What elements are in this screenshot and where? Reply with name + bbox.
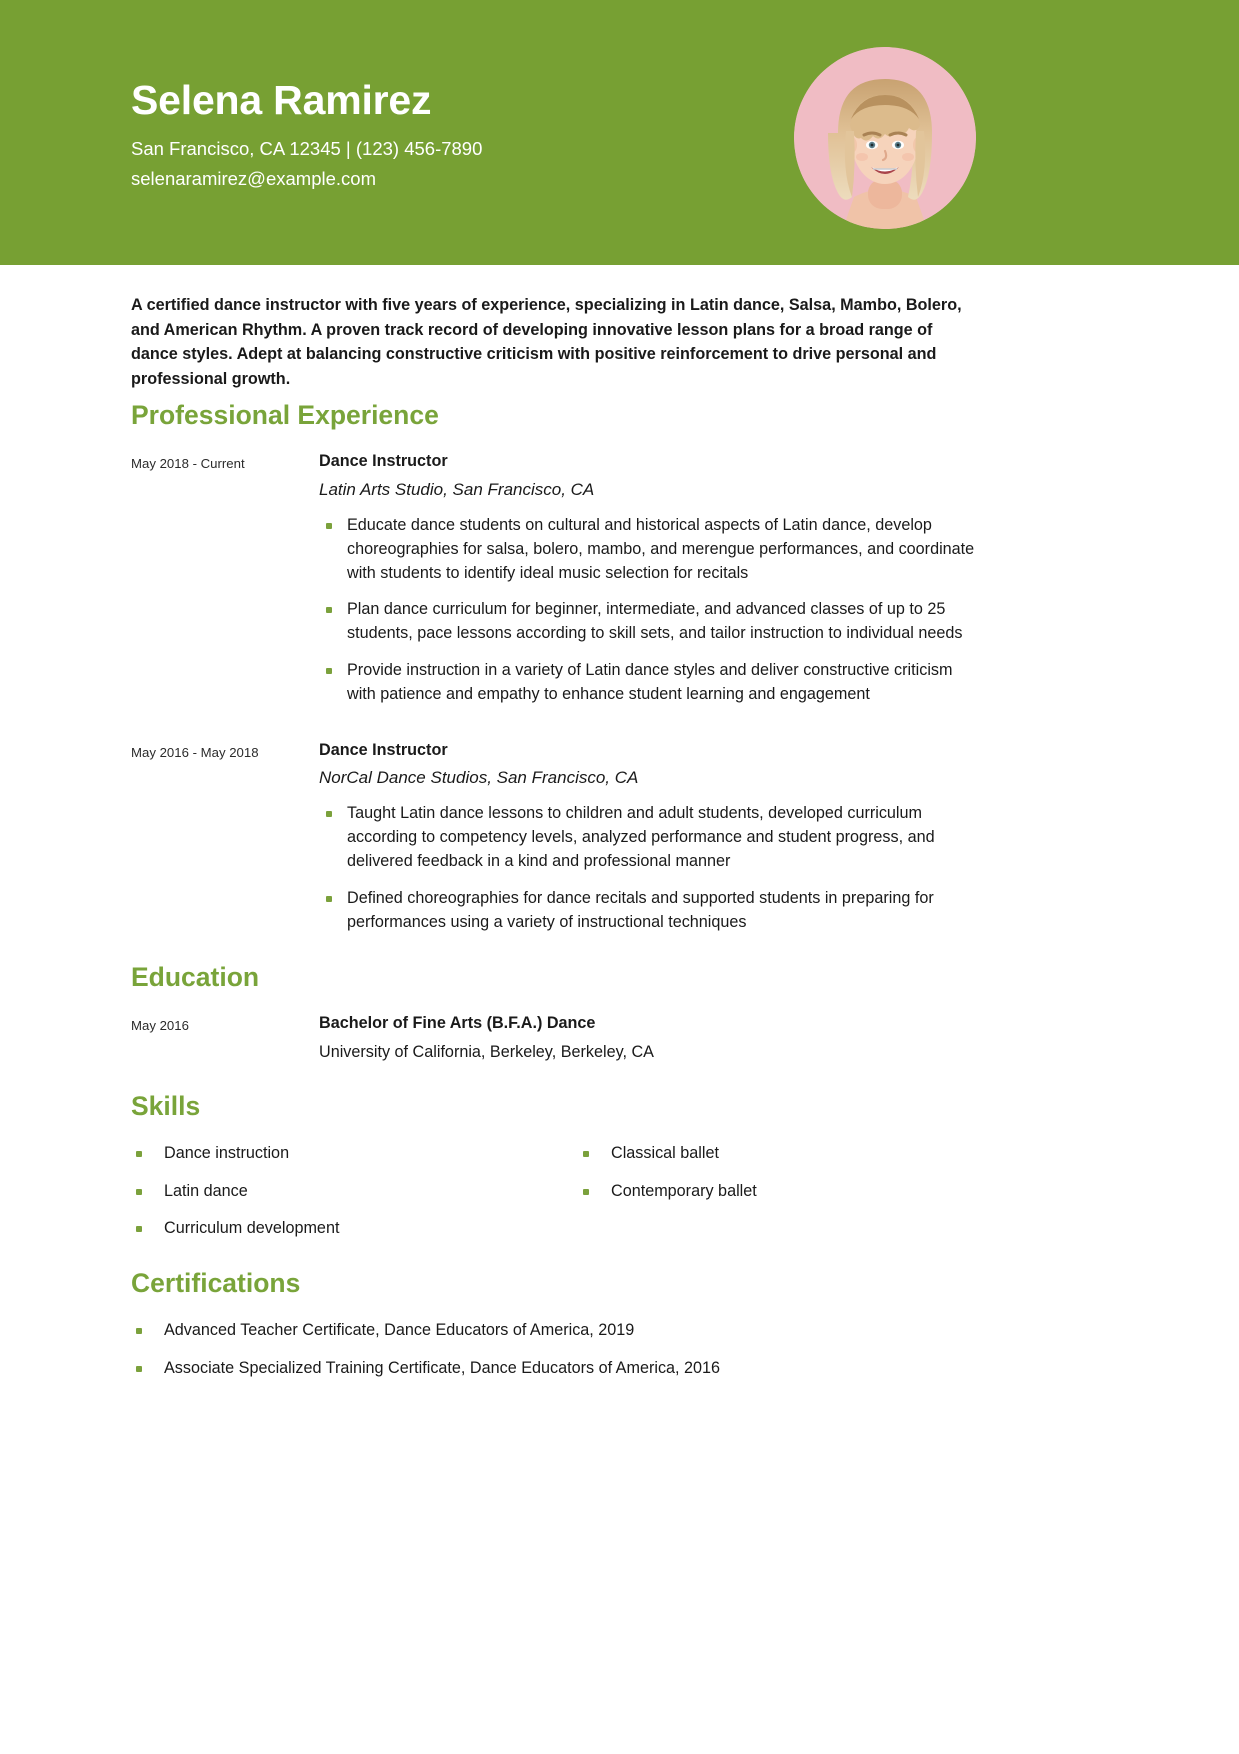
list-item: Plan dance curriculum for beginner, intermediate, and advanced classes of up to 25 students, pace lessons according to skill sets, and tailor instruction to individual needs — [319, 598, 979, 646]
skills-list — [131, 1142, 979, 1254]
experience-entry — [131, 451, 979, 706]
job-title: Dance Instructor — [319, 452, 448, 471]
section-title-certifications: Certifications — [131, 1268, 301, 1298]
experience-details — [319, 740, 979, 935]
experience-date: May 2018 - Current — [131, 456, 245, 472]
section-title-experience: Professional Experience — [131, 400, 439, 430]
school-name: University of California, Berkeley, Berkeley, CA — [319, 1043, 654, 1061]
job-organization: NorCal Dance Studios, San Francisco, CA — [319, 768, 639, 788]
list-item: Educate dance students on cultural and historical aspects of Latin dance, develop choreographies for salsa, bolero, mambo, and merengue performances, and coordinate with students to identify ideal music selection for recitals — [319, 514, 979, 585]
experience-date: May 2016 - May 2018 — [131, 744, 259, 760]
experience-entry — [131, 740, 979, 935]
certifications-list — [131, 1319, 979, 1380]
list-item: Contemporary ballet — [578, 1180, 979, 1203]
section-skills — [131, 1092, 979, 1255]
degree-title: Bachelor of Fine Arts (B.F.A.) Dance — [319, 1014, 596, 1033]
page-title: Selena Ramirez — [131, 77, 432, 123]
section-title-education: Education — [131, 962, 260, 992]
list-item: Curriculum development — [131, 1217, 578, 1240]
list-item: Advanced Teacher Certificate, Dance Educators of America, 2019 — [131, 1319, 979, 1342]
list-item: Defined choreographies for dance recitals and supported students in preparing for performances using a variety of instructional techniques — [319, 887, 979, 935]
contact-location-phone: San Francisco, CA 12345 | (123) 456-7890 — [131, 138, 483, 160]
section-professional-experience — [131, 401, 979, 934]
section-education — [131, 963, 979, 1064]
list-item: Latin dance — [131, 1180, 578, 1203]
education-details — [319, 1013, 979, 1064]
education-entry — [131, 1013, 979, 1064]
section-title-skills: Skills — [131, 1091, 201, 1121]
header-text-block — [131, 78, 771, 194]
resume-header — [0, 0, 1239, 265]
resume-body — [0, 265, 1239, 1754]
section-certifications — [131, 1269, 979, 1394]
list-item: Classical ballet — [578, 1142, 979, 1165]
job-bullet-list — [319, 802, 979, 934]
list-item: Associate Specialized Training Certificate, Dance Educators of America, 2016 — [131, 1357, 979, 1380]
job-bullet-list — [319, 514, 979, 707]
contact-email: selenaramirez@example.com — [131, 168, 376, 190]
list-item: Taught Latin dance lessons to children and adult students, developed curriculum according to competency levels, analyzed performance and student progress, and delivered feedback in a kind and professional manner — [319, 802, 979, 873]
avatar — [794, 47, 976, 229]
education-date: May 2016 — [131, 1018, 189, 1034]
professional-summary: A certified dance instructor with five years of experience, specializing in Latin dance, Salsa, Mambo, Bolero, and American Rhythm. A proven track record of developing innovative lesson plans for a broad range of dance styles. Adept at balancing constructive criticism with positive reinforcement to drive personal and professional growth. — [131, 296, 962, 388]
list-item: Dance instruction — [131, 1142, 578, 1165]
list-item: Provide instruction in a variety of Latin dance styles and deliver constructive criticism with patience and empathy to enhance student learning and engagement — [319, 659, 979, 707]
job-organization: Latin Arts Studio, San Francisco, CA — [319, 480, 595, 499]
job-title: Dance Instructor — [319, 740, 448, 759]
experience-details — [319, 451, 979, 706]
